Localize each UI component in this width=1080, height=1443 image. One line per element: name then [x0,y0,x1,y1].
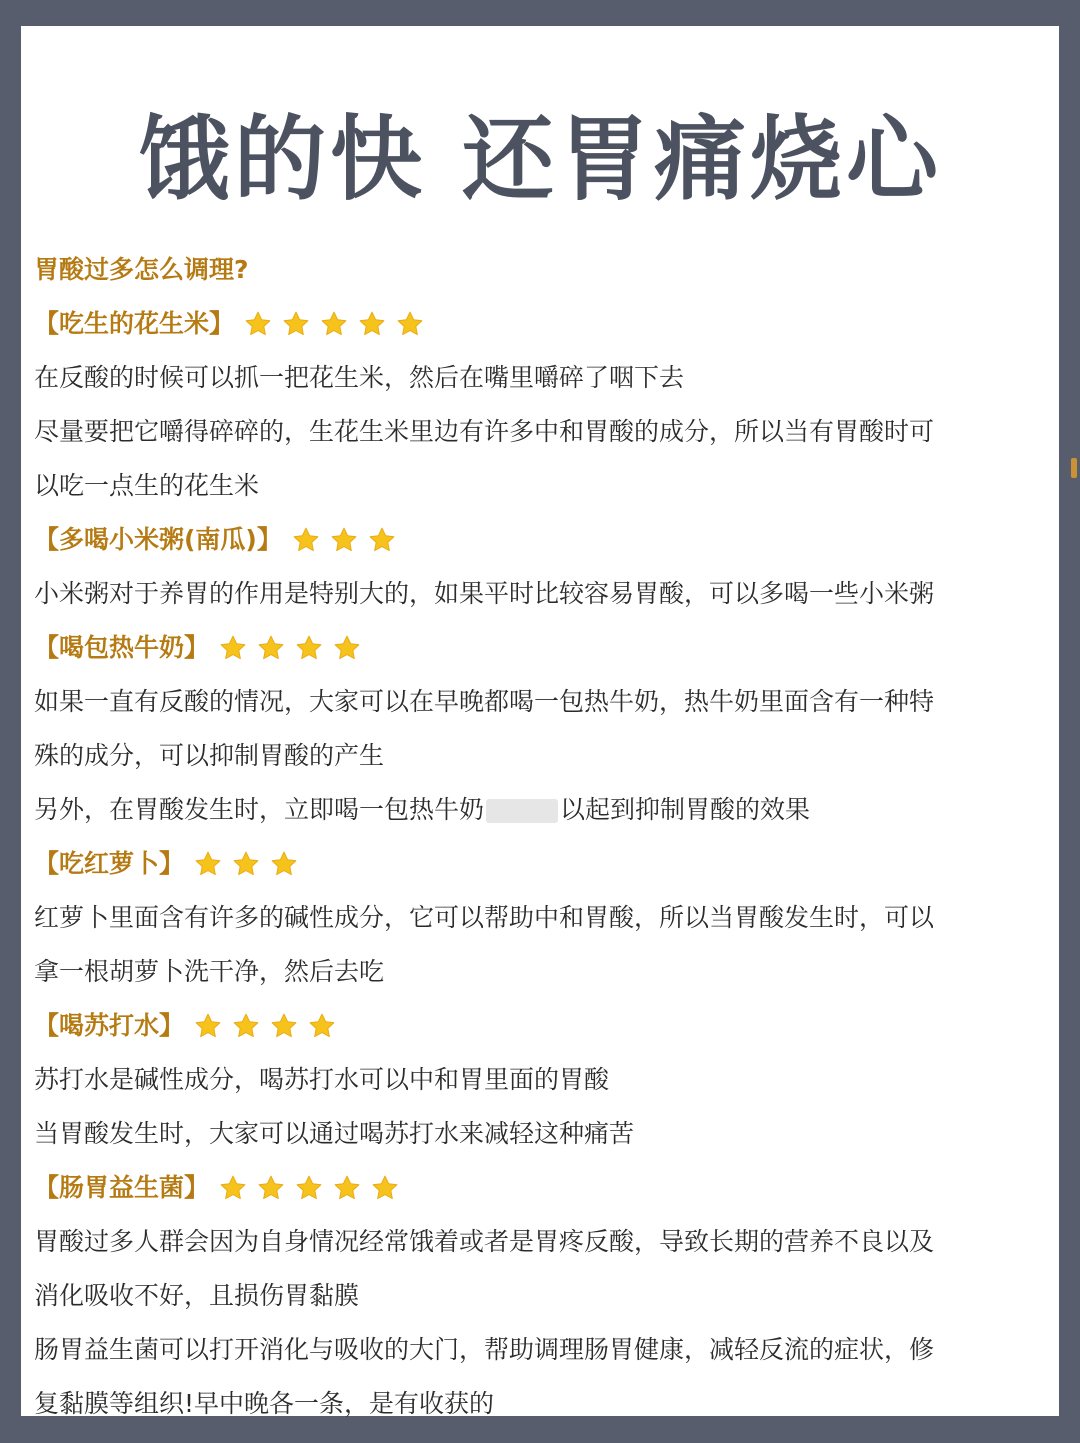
text-line: 小米粥对于养胃的作用是特别大的，如果平时比较容易胃酸，可以多喝一些小米粥 [34,579,935,608]
star-rating [219,1174,409,1202]
section-heading [34,1161,1046,1215]
star-icon [194,850,222,878]
star-rating [194,850,308,878]
section-heading [34,621,1046,675]
star-icon [270,1012,298,1040]
star-rating [244,310,434,338]
text-line: 胃酸过多人群会因为自身情况经常饿着或者是胃疼反酸，导致长期的营养不良以及 [34,1227,935,1256]
section-text [34,1215,1046,1431]
content-card [21,26,1059,1416]
section-heading [34,513,1046,567]
page-title: 饿的快 还胃痛烧心 [137,106,943,213]
section-heading [34,999,1046,1053]
section-soda-water [34,999,1046,1161]
text-fragment: 另外，在胃酸发生时，立即喝一包热牛奶 [34,795,485,824]
star-icon [396,310,424,338]
star-icon [219,634,247,662]
star-icon [232,1012,260,1040]
text-line: 在反酸的时候可以抓一把花生米，然后在嘴里嚼碎了咽下去 [34,363,685,392]
section-title: 【吃红萝卜】 [34,849,185,878]
text-fragment: 以起到抑制胃酸的效果 [560,795,811,824]
section-title: 【喝苏打水】 [34,1011,185,1040]
star-rating [292,526,406,554]
star-icon [194,1012,222,1040]
star-icon [333,1174,361,1202]
star-icon [244,310,272,338]
star-icon [330,526,358,554]
star-icon [270,850,298,878]
star-icon [295,634,323,662]
article-body [34,243,1046,1431]
star-icon [320,310,348,338]
text-line: 苏打水是碱性成分，喝苏打水可以中和胃里面的胃酸 [34,1065,610,1094]
section-heading [34,837,1046,891]
section-text [34,351,1046,513]
star-icon [232,850,260,878]
text-line: 红萝卜里面含有许多的碱性成分，它可以帮助中和胃酸，所以当胃酸发生时，可以 [34,903,935,932]
text-line-blurred [34,783,1046,837]
star-icon [257,1174,285,1202]
text-line: 当胃酸发生时，大家可以通过喝苏打水来减轻这种痛苦 [34,1119,635,1148]
star-icon [368,526,396,554]
section-text [34,675,1046,837]
section-millet-porridge [34,513,1046,621]
section-heading [34,297,1046,351]
text-line: 复黏膜等组织!早中晚各一条，是有收获的 [34,1389,495,1418]
star-icon [333,634,361,662]
star-icon [292,526,320,554]
section-text [34,567,1046,621]
section-title: 【吃生的花生米】 [34,309,235,338]
text-line: 尽量要把它嚼得碎碎的，生花生米里边有许多中和胃酸的成分，所以当有胃酸时可 [34,417,935,446]
section-title: 【多喝小米粥(南瓜)】 [34,525,282,554]
star-icon [282,310,310,338]
star-icon [358,310,386,338]
section-title: 【喝包热牛奶】 [34,633,210,662]
section-probiotics [34,1161,1046,1431]
section-peanuts [34,297,1046,513]
star-rating [219,634,371,662]
star-icon [308,1012,336,1040]
star-icon [257,634,285,662]
section-carrot [34,837,1046,999]
text-line: 拿一根胡萝卜洗干净，然后去吃 [34,957,385,986]
star-icon [295,1174,323,1202]
star-icon [371,1174,399,1202]
section-title: 【肠胃益生菌】 [34,1173,210,1202]
star-icon [219,1174,247,1202]
section-text [34,891,1046,999]
question-heading: 胃酸过多怎么调理? [34,255,249,284]
text-line: 殊的成分，可以抑制胃酸的产生 [34,741,385,770]
edge-marker [1071,458,1077,478]
star-rating [194,1012,346,1040]
text-line: 消化吸收不好，且损伤胃黏膜 [34,1281,360,1310]
text-line: 如果一直有反酸的情况，大家可以在早晚都喝一包热牛奶，热牛奶里面含有一种特 [34,687,935,716]
text-line: 肠胃益生菌可以打开消化与吸收的大门，帮助调理肠胃健康，减轻反流的症状，修 [34,1335,935,1364]
text-line: 以吃一点生的花生米 [34,471,260,500]
blurred-region [486,799,558,823]
section-hot-milk [34,621,1046,837]
section-text [34,1053,1046,1161]
